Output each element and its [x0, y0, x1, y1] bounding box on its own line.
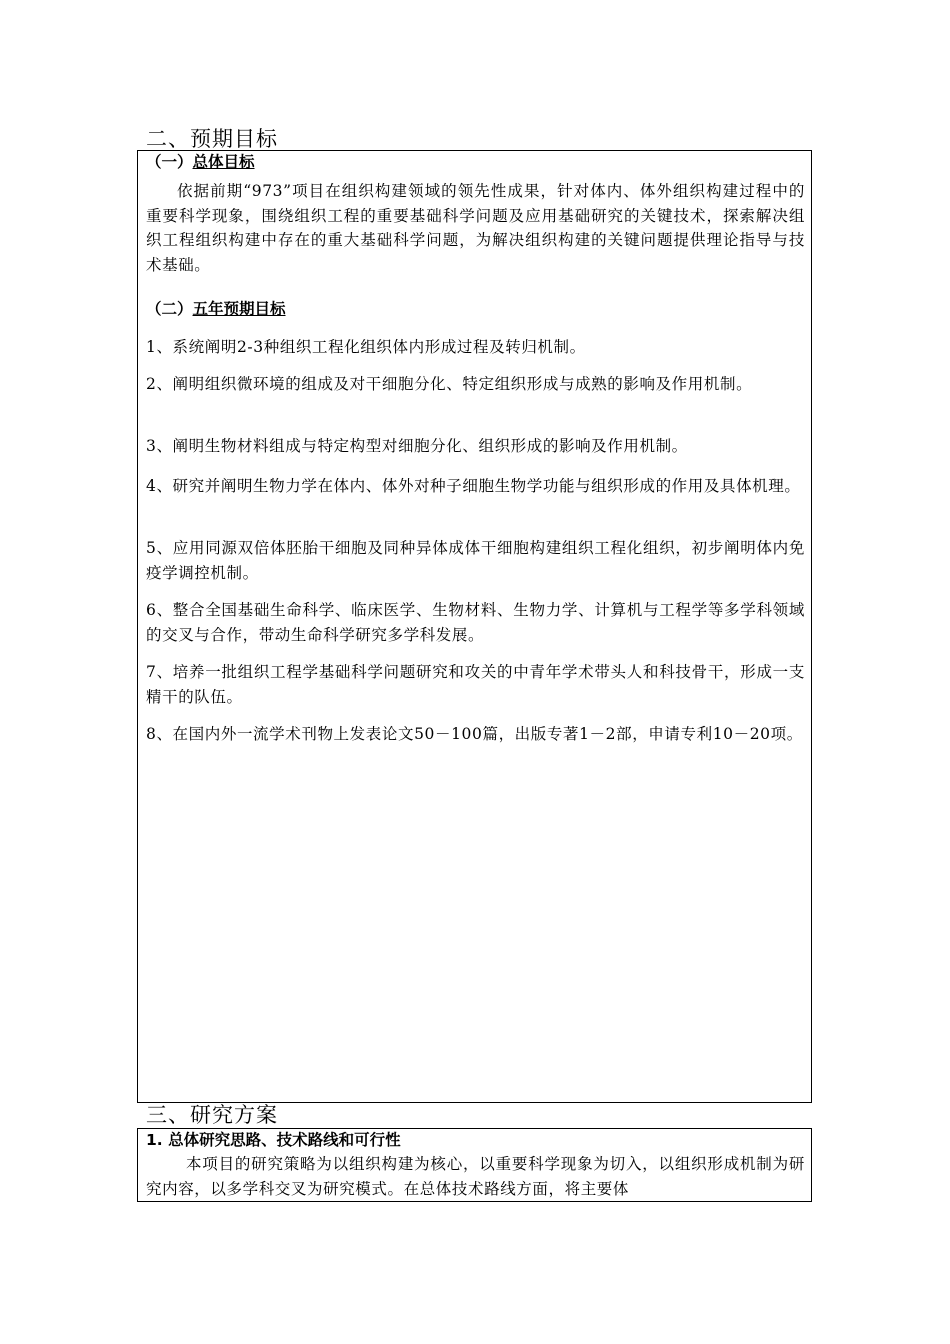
goal-item-5: 5、应用同源双倍体胚胎干细胞及同种异体成体干细胞构建组织工程化组织，初步阐明体内免疫学调控机制。	[146, 539, 805, 582]
research-approach-heading: 1. 总体研究思路、技术路线和可行性	[146, 1131, 401, 1149]
research-plan-box	[137, 1128, 812, 1202]
five-year-goal-heading-prefix: （二）	[146, 300, 193, 318]
overall-goal-heading-prefix: （一）	[146, 153, 193, 171]
goal-item-8: 8、在国内外一流学术刊物上发表论文50－100篇，出版专著1－2部，申请专利10－20项。	[146, 725, 803, 743]
overall-goal-heading-text: 总体目标	[192, 153, 255, 171]
section-title-research-plan: 三、研究方案	[146, 1103, 278, 1127]
goal-item-4: 4、研究并阐明生物力学在体内、体外对种子细胞生物学功能与组织形成的作用及具体机理。	[146, 477, 801, 495]
goal-item-1: 1、系统阐明2-3种组织工程化组织体内形成过程及转归机制。	[146, 338, 586, 356]
overall-goal-text: 依据前期“973”项目在组织构建领域的领先性成果，针对体内、体外组织构建过程中的重要科学现象，围绕组织工程的重要基础科学问题及应用基础研究的关键技术，探索解决组织工程组织构建中存在的重大基础科学问题，为解决组织构建的关键问题提供理论指导与技术基础。	[146, 182, 805, 274]
overall-goal-heading	[146, 151, 255, 173]
five-year-goal-heading-text: 五年预期目标	[192, 300, 286, 318]
section-title-expected-goals: 二、预期目标	[146, 127, 278, 151]
goal-item-7: 7、培养一批组织工程学基础科学问题研究和攻关的中青年学术带头人和科技骨干，形成一支精干的队伍。	[146, 663, 805, 706]
goal-item-6: 6、整合全国基础生命科学、临床医学、生物材料、生物力学、计算机与工程学等多学科领域的交叉与合作，带动生命科学研究多学科发展。	[146, 601, 805, 644]
research-approach-text: 本项目的研究策略为以组织构建为核心，以重要科学现象为切入，以组织形成机制为研究内容，以多学科交叉为研究模式。在总体技术路线方面，将主要体	[146, 1155, 805, 1198]
expected-goals-box	[137, 150, 812, 1103]
goal-item-3: 3、阐明生物材料组成与特定构型对细胞分化、组织形成的影响及作用机制。	[146, 437, 688, 455]
five-year-goal-heading	[146, 298, 286, 320]
goal-item-2: 2、阐明组织微环境的组成及对干细胞分化、特定组织形成与成熟的影响及作用机制。	[146, 375, 753, 393]
